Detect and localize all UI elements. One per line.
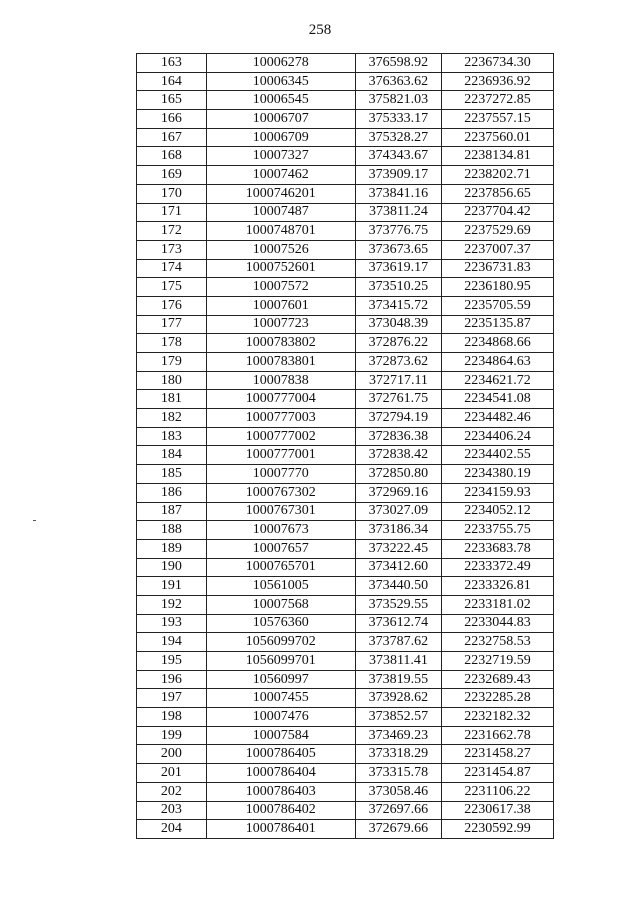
row-number-cell: 172 <box>137 222 207 241</box>
point-id-cell: 1000752601 <box>206 259 355 278</box>
point-id-cell: 10576360 <box>206 614 355 633</box>
y-coordinate-cell: 2236731.83 <box>442 259 554 278</box>
table-row <box>137 782 554 801</box>
row-number-cell: 190 <box>137 558 207 577</box>
point-id-cell: 1000786404 <box>206 764 355 783</box>
table-row <box>137 315 554 334</box>
y-coordinate-cell: 2236936.92 <box>442 72 554 91</box>
y-coordinate-cell: 2238134.81 <box>442 147 554 166</box>
point-id-cell: 1000767302 <box>206 483 355 502</box>
x-coordinate-cell: 375328.27 <box>355 128 441 147</box>
table-row <box>137 483 554 502</box>
table-row <box>137 371 554 390</box>
x-coordinate-cell: 372969.16 <box>355 483 441 502</box>
table-row <box>137 539 554 558</box>
table-row <box>137 801 554 820</box>
table-row <box>137 278 554 297</box>
point-id-cell: 1000767301 <box>206 502 355 521</box>
table-row <box>137 334 554 353</box>
x-coordinate-cell: 373186.34 <box>355 521 441 540</box>
x-coordinate-cell: 373619.17 <box>355 259 441 278</box>
row-number-cell: 182 <box>137 409 207 428</box>
x-coordinate-cell: 373852.57 <box>355 708 441 727</box>
x-coordinate-cell: 373027.09 <box>355 502 441 521</box>
y-coordinate-cell: 2233044.83 <box>442 614 554 633</box>
y-coordinate-cell: 2233372.49 <box>442 558 554 577</box>
x-coordinate-cell: 376363.62 <box>355 72 441 91</box>
point-id-cell: 1000786402 <box>206 801 355 820</box>
point-id-cell: 10561005 <box>206 577 355 596</box>
table-row <box>137 502 554 521</box>
x-coordinate-cell: 373412.60 <box>355 558 441 577</box>
point-id-cell: 1000786405 <box>206 745 355 764</box>
x-coordinate-cell: 373909.17 <box>355 166 441 185</box>
y-coordinate-cell: 2231454.87 <box>442 764 554 783</box>
row-number-cell: 199 <box>137 726 207 745</box>
table-row <box>137 633 554 652</box>
y-coordinate-cell: 2237557.15 <box>442 110 554 129</box>
point-id-cell: 10007572 <box>206 278 355 297</box>
table-row <box>137 353 554 372</box>
y-coordinate-cell: 2234402.55 <box>442 446 554 465</box>
y-coordinate-cell: 2234406.24 <box>442 427 554 446</box>
point-id-cell: 1000746201 <box>206 184 355 203</box>
y-coordinate-cell: 2236734.30 <box>442 54 554 73</box>
y-coordinate-cell: 2234621.72 <box>442 371 554 390</box>
x-coordinate-cell: 373510.25 <box>355 278 441 297</box>
table-row <box>137 54 554 73</box>
point-id-cell: 1000777004 <box>206 390 355 409</box>
y-coordinate-cell: 2237272.85 <box>442 91 554 110</box>
table-row <box>137 222 554 241</box>
y-coordinate-cell: 2234052.12 <box>442 502 554 521</box>
point-id-cell: 1000786401 <box>206 820 355 839</box>
table-row <box>137 240 554 259</box>
table-row <box>137 296 554 315</box>
table-row <box>137 259 554 278</box>
x-coordinate-cell: 372838.42 <box>355 446 441 465</box>
point-id-cell: 1000748701 <box>206 222 355 241</box>
row-number-cell: 191 <box>137 577 207 596</box>
y-coordinate-cell: 2232689.43 <box>442 670 554 689</box>
row-number-cell: 187 <box>137 502 207 521</box>
y-coordinate-cell: 2230592.99 <box>442 820 554 839</box>
y-coordinate-cell: 2232758.53 <box>442 633 554 652</box>
row-number-cell: 195 <box>137 652 207 671</box>
y-coordinate-cell: 2237529.69 <box>442 222 554 241</box>
table-row <box>137 427 554 446</box>
table-row <box>137 110 554 129</box>
table-row <box>137 446 554 465</box>
point-id-cell: 10007462 <box>206 166 355 185</box>
page-number: 258 <box>308 22 332 38</box>
y-coordinate-cell: 2237856.65 <box>442 184 554 203</box>
table-row <box>137 614 554 633</box>
table-row <box>137 820 554 839</box>
x-coordinate-cell: 372717.11 <box>355 371 441 390</box>
row-number-cell: 202 <box>137 782 207 801</box>
row-number-cell: 183 <box>137 427 207 446</box>
x-coordinate-cell: 372850.80 <box>355 465 441 484</box>
y-coordinate-cell: 2232182.32 <box>442 708 554 727</box>
x-coordinate-cell: 373318.29 <box>355 745 441 764</box>
y-coordinate-cell: 2232285.28 <box>442 689 554 708</box>
y-coordinate-cell: 2235135.87 <box>442 315 554 334</box>
row-number-cell: 185 <box>137 465 207 484</box>
table-row <box>137 147 554 166</box>
x-coordinate-cell: 373058.46 <box>355 782 441 801</box>
row-number-cell: 196 <box>137 670 207 689</box>
x-coordinate-cell: 372876.22 <box>355 334 441 353</box>
scan-speck <box>33 520 36 521</box>
y-coordinate-cell: 2237560.01 <box>442 128 554 147</box>
x-coordinate-cell: 373048.39 <box>355 315 441 334</box>
point-id-cell: 10007601 <box>206 296 355 315</box>
x-coordinate-cell: 373811.41 <box>355 652 441 671</box>
table-row <box>137 764 554 783</box>
table-row <box>137 726 554 745</box>
row-number-cell: 169 <box>137 166 207 185</box>
x-coordinate-cell: 374343.67 <box>355 147 441 166</box>
row-number-cell: 180 <box>137 371 207 390</box>
table-row <box>137 708 554 727</box>
row-number-cell: 198 <box>137 708 207 727</box>
x-coordinate-cell: 373819.55 <box>355 670 441 689</box>
point-id-cell: 10007327 <box>206 147 355 166</box>
x-coordinate-cell: 375333.17 <box>355 110 441 129</box>
y-coordinate-cell: 2233326.81 <box>442 577 554 596</box>
row-number-cell: 177 <box>137 315 207 334</box>
x-coordinate-cell: 373222.45 <box>355 539 441 558</box>
point-id-cell: 10560997 <box>206 670 355 689</box>
x-coordinate-cell: 373787.62 <box>355 633 441 652</box>
x-coordinate-cell: 372794.19 <box>355 409 441 428</box>
row-number-cell: 171 <box>137 203 207 222</box>
row-number-cell: 188 <box>137 521 207 540</box>
x-coordinate-cell: 373440.50 <box>355 577 441 596</box>
x-coordinate-cell: 373673.65 <box>355 240 441 259</box>
x-coordinate-cell: 373928.62 <box>355 689 441 708</box>
point-id-cell: 10007657 <box>206 539 355 558</box>
y-coordinate-cell: 2234868.66 <box>442 334 554 353</box>
point-id-cell: 10007568 <box>206 595 355 614</box>
point-id-cell: 10007476 <box>206 708 355 727</box>
point-id-cell: 10007770 <box>206 465 355 484</box>
point-id-cell: 10007723 <box>206 315 355 334</box>
y-coordinate-cell: 2231662.78 <box>442 726 554 745</box>
row-number-cell: 166 <box>137 110 207 129</box>
y-coordinate-cell: 2231458.27 <box>442 745 554 764</box>
table-row <box>137 91 554 110</box>
point-id-cell: 1000777002 <box>206 427 355 446</box>
table-row <box>137 203 554 222</box>
table-row <box>137 128 554 147</box>
y-coordinate-cell: 2233755.75 <box>442 521 554 540</box>
row-number-cell: 186 <box>137 483 207 502</box>
row-number-cell: 189 <box>137 539 207 558</box>
row-number-cell: 201 <box>137 764 207 783</box>
row-number-cell: 197 <box>137 689 207 708</box>
point-id-cell: 10007526 <box>206 240 355 259</box>
table-row <box>137 72 554 91</box>
row-number-cell: 165 <box>137 91 207 110</box>
x-coordinate-cell: 376598.92 <box>355 54 441 73</box>
point-id-cell: 1000783802 <box>206 334 355 353</box>
y-coordinate-cell: 2234380.19 <box>442 465 554 484</box>
y-coordinate-cell: 2234864.63 <box>442 353 554 372</box>
x-coordinate-cell: 373612.74 <box>355 614 441 633</box>
x-coordinate-cell: 372761.75 <box>355 390 441 409</box>
y-coordinate-cell: 2234159.93 <box>442 483 554 502</box>
point-id-cell: 1000777001 <box>206 446 355 465</box>
y-coordinate-cell: 2233181.02 <box>442 595 554 614</box>
row-number-cell: 194 <box>137 633 207 652</box>
y-coordinate-cell: 2234541.08 <box>442 390 554 409</box>
x-coordinate-cell: 372836.38 <box>355 427 441 446</box>
row-number-cell: 170 <box>137 184 207 203</box>
row-number-cell: 168 <box>137 147 207 166</box>
row-number-cell: 181 <box>137 390 207 409</box>
y-coordinate-cell: 2233683.78 <box>442 539 554 558</box>
table-row <box>137 670 554 689</box>
point-id-cell: 10006345 <box>206 72 355 91</box>
table-row <box>137 558 554 577</box>
point-id-cell: 1000786403 <box>206 782 355 801</box>
table-row <box>137 521 554 540</box>
y-coordinate-cell: 2235705.59 <box>442 296 554 315</box>
row-number-cell: 203 <box>137 801 207 820</box>
table-row <box>137 652 554 671</box>
row-number-cell: 167 <box>137 128 207 147</box>
table-row <box>137 465 554 484</box>
x-coordinate-cell: 373469.23 <box>355 726 441 745</box>
row-number-cell: 184 <box>137 446 207 465</box>
y-coordinate-cell: 2230617.38 <box>442 801 554 820</box>
point-id-cell: 1000765701 <box>206 558 355 577</box>
y-coordinate-cell: 2231106.22 <box>442 782 554 801</box>
point-id-cell: 10007487 <box>206 203 355 222</box>
table-row <box>137 184 554 203</box>
point-id-cell: 10007838 <box>206 371 355 390</box>
x-coordinate-cell: 372697.66 <box>355 801 441 820</box>
row-number-cell: 164 <box>137 72 207 91</box>
x-coordinate-cell: 373415.72 <box>355 296 441 315</box>
x-coordinate-cell: 373529.55 <box>355 595 441 614</box>
point-id-cell: 10007455 <box>206 689 355 708</box>
table-row <box>137 577 554 596</box>
point-id-cell: 10006278 <box>206 54 355 73</box>
table-row <box>137 409 554 428</box>
table-row <box>137 166 554 185</box>
y-coordinate-cell: 2238202.71 <box>442 166 554 185</box>
table-row <box>137 390 554 409</box>
y-coordinate-cell: 2232719.59 <box>442 652 554 671</box>
point-id-cell: 1056099702 <box>206 633 355 652</box>
x-coordinate-cell: 373841.16 <box>355 184 441 203</box>
point-id-cell: 10006545 <box>206 91 355 110</box>
row-number-cell: 178 <box>137 334 207 353</box>
point-id-cell: 10007584 <box>206 726 355 745</box>
point-id-cell: 1056099701 <box>206 652 355 671</box>
row-number-cell: 200 <box>137 745 207 764</box>
row-number-cell: 193 <box>137 614 207 633</box>
row-number-cell: 175 <box>137 278 207 297</box>
x-coordinate-cell: 375821.03 <box>355 91 441 110</box>
table-row <box>137 745 554 764</box>
point-id-cell: 10007673 <box>206 521 355 540</box>
x-coordinate-cell: 372873.62 <box>355 353 441 372</box>
point-id-cell: 1000777003 <box>206 409 355 428</box>
point-id-cell: 1000783801 <box>206 353 355 372</box>
row-number-cell: 163 <box>137 54 207 73</box>
x-coordinate-cell: 373315.78 <box>355 764 441 783</box>
y-coordinate-cell: 2237704.42 <box>442 203 554 222</box>
x-coordinate-cell: 372679.66 <box>355 820 441 839</box>
point-id-cell: 10006707 <box>206 110 355 129</box>
point-id-cell: 10006709 <box>206 128 355 147</box>
row-number-cell: 192 <box>137 595 207 614</box>
row-number-cell: 174 <box>137 259 207 278</box>
x-coordinate-cell: 373776.75 <box>355 222 441 241</box>
x-coordinate-cell: 373811.24 <box>355 203 441 222</box>
row-number-cell: 176 <box>137 296 207 315</box>
row-number-cell: 204 <box>137 820 207 839</box>
coordinates-table-body <box>137 54 554 839</box>
coordinates-table <box>136 53 554 839</box>
y-coordinate-cell: 2234482.46 <box>442 409 554 428</box>
y-coordinate-cell: 2236180.95 <box>442 278 554 297</box>
row-number-cell: 179 <box>137 353 207 372</box>
table-row <box>137 689 554 708</box>
y-coordinate-cell: 2237007.37 <box>442 240 554 259</box>
row-number-cell: 173 <box>137 240 207 259</box>
table-row <box>137 595 554 614</box>
